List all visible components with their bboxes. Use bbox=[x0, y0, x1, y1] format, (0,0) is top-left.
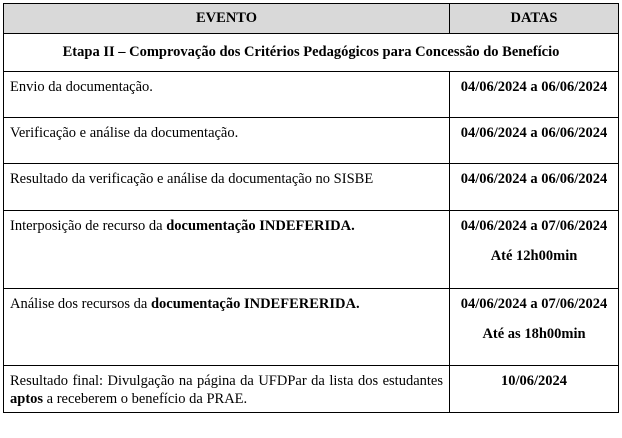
event-text: Verificação e análise da documentação. bbox=[10, 125, 239, 141]
date-cell bbox=[450, 366, 619, 413]
stage-row bbox=[4, 34, 619, 72]
event-cell bbox=[4, 289, 450, 366]
event-text-end: a receberem o benefício da PRAE. bbox=[43, 391, 248, 407]
date-cell bbox=[450, 211, 619, 289]
table-row bbox=[4, 118, 619, 164]
stage-title: Etapa II – Comprovação dos Critérios Pedagógicos para Concessão do Benefício bbox=[4, 34, 619, 72]
date-text: 04/06/2024 a 06/06/2024 bbox=[460, 125, 608, 141]
date-text: 10/06/2024 bbox=[500, 373, 568, 389]
event-cell bbox=[4, 211, 450, 289]
event-text: Envio da documentação. bbox=[10, 79, 153, 95]
event-bold-text: aptos bbox=[10, 391, 44, 407]
date-cell bbox=[450, 289, 619, 366]
schedule-table bbox=[3, 3, 619, 413]
event-text: Análise dos recursos da bbox=[10, 296, 151, 312]
date-text: 04/06/2024 a 06/06/2024 bbox=[460, 79, 608, 95]
table-row bbox=[4, 211, 619, 289]
table-row bbox=[4, 164, 619, 211]
date-text: 04/06/2024 a 07/06/2024 bbox=[460, 218, 608, 234]
event-cell bbox=[4, 366, 450, 413]
table-row bbox=[4, 72, 619, 118]
date-cell bbox=[450, 164, 619, 211]
event-cell bbox=[4, 164, 450, 211]
date-text: 04/06/2024 a 07/06/2024 bbox=[460, 296, 608, 312]
event-bold-text: documentação INDEFERERIDA. bbox=[150, 296, 360, 312]
table-row bbox=[4, 366, 619, 413]
event-cell bbox=[4, 118, 450, 164]
header-dates: DATAS bbox=[450, 4, 619, 34]
date-text: 04/06/2024 a 06/06/2024 bbox=[460, 171, 608, 187]
deadline-time: Até 12h00min bbox=[490, 248, 578, 264]
header-row bbox=[4, 4, 619, 34]
event-text: Resultado final: Divulgação na página da UFDPar da lista dos estudantes bbox=[10, 373, 443, 389]
date-cell bbox=[450, 72, 619, 118]
event-cell bbox=[4, 72, 450, 118]
event-bold-text: documentação INDEFERIDA. bbox=[166, 218, 355, 234]
table-row bbox=[4, 289, 619, 366]
date-cell bbox=[450, 118, 619, 164]
deadline-time: Até as 18h00min bbox=[482, 326, 586, 342]
event-text: Interposição de recurso da bbox=[10, 218, 167, 234]
header-event: EVENTO bbox=[4, 4, 450, 34]
event-text: Resultado da verificação e análise da documentação no SISBE bbox=[10, 171, 374, 187]
